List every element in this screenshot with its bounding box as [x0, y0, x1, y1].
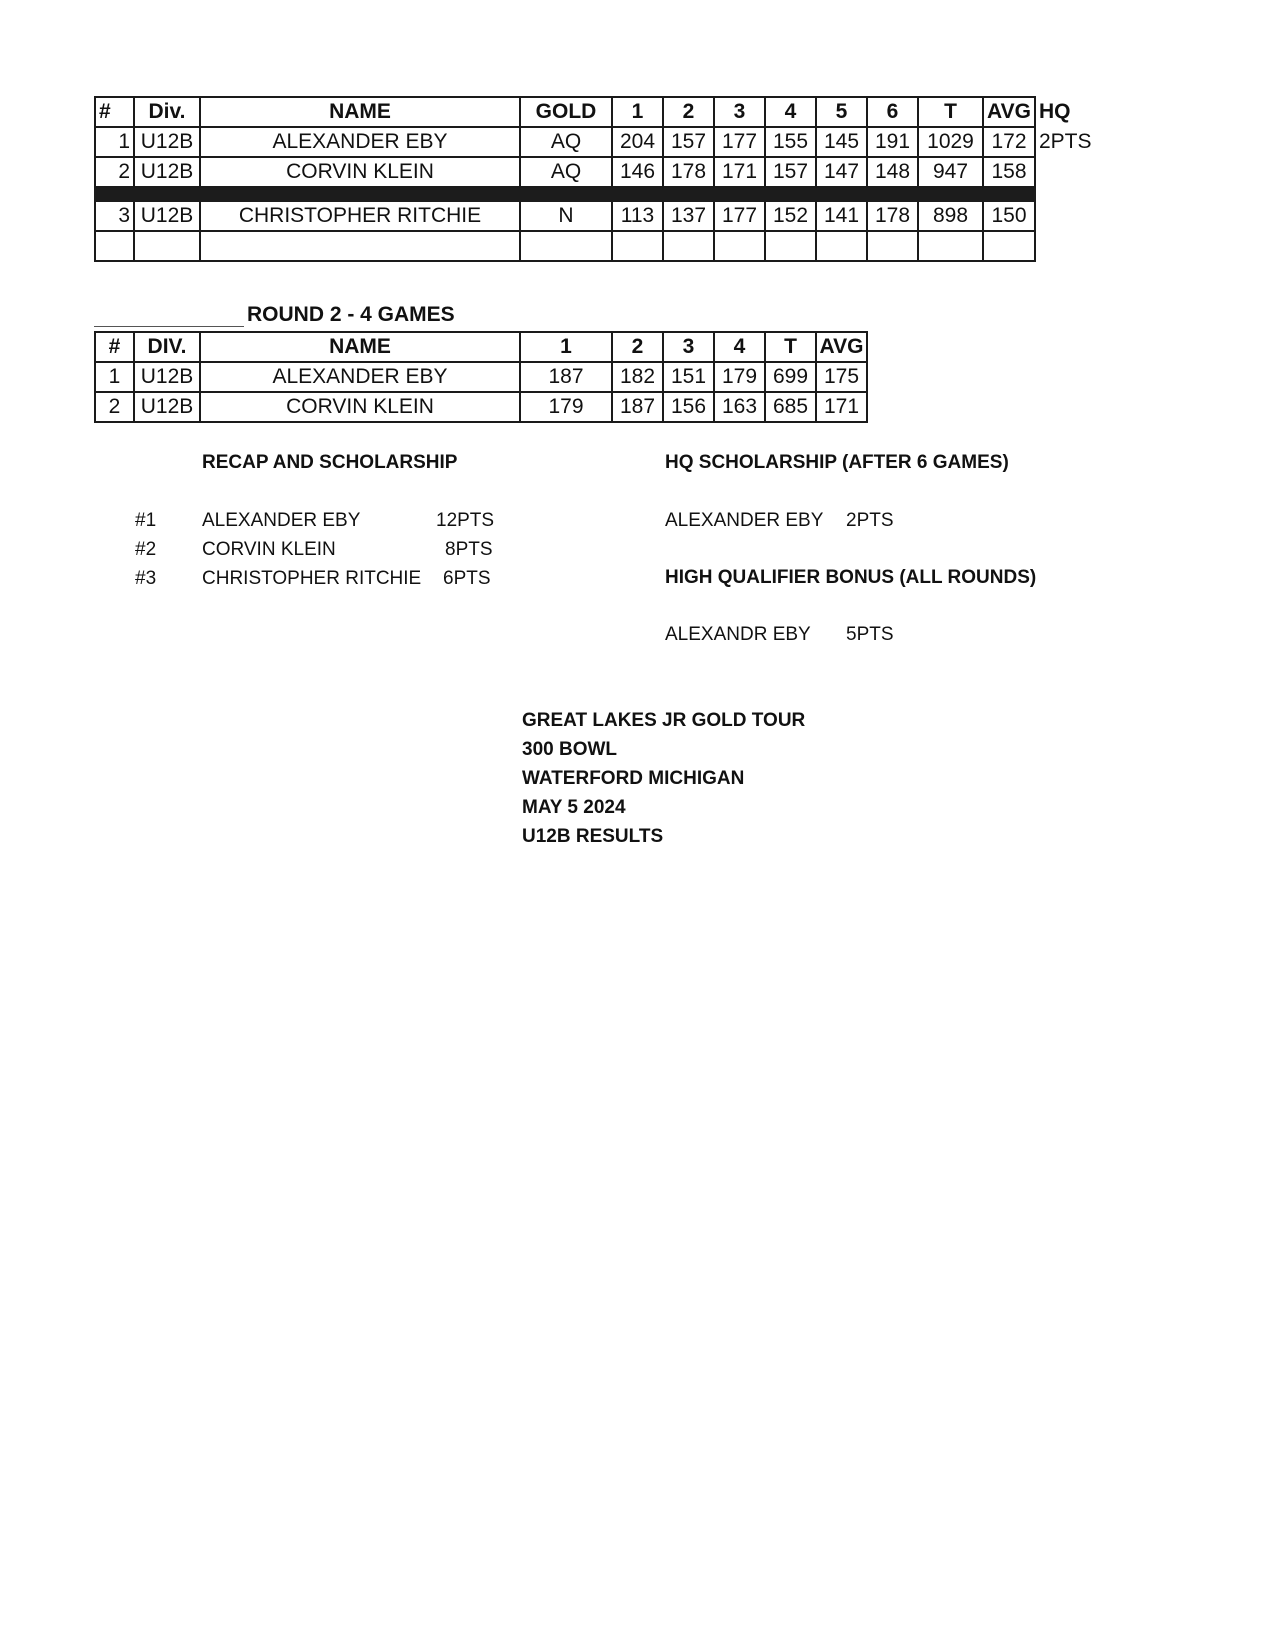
table-row — [95, 392, 867, 422]
hq-bonus-title: HIGH QUALIFIER BONUS (ALL ROUNDS) — [665, 567, 1037, 588]
rank-cell: 2 — [95, 157, 134, 187]
game-5-cell: 147 — [816, 157, 867, 187]
game-3-cell: 151 — [663, 362, 714, 392]
div-cell: U12B — [134, 392, 200, 422]
header-name: NAME — [200, 332, 520, 362]
hq-scholarship-title: HQ SCHOLARSHIP (AFTER 6 GAMES) — [665, 452, 1009, 473]
empty-cell — [918, 231, 983, 261]
game-1-cell: 113 — [612, 201, 663, 231]
rank-cell: 2 — [95, 392, 134, 422]
empty-cell — [612, 231, 663, 261]
header-rank: # — [95, 97, 134, 127]
game-3-cell: 171 — [714, 157, 765, 187]
game-4-cell: 163 — [714, 392, 765, 422]
div-cell: U12B — [134, 362, 200, 392]
header-game-3: 3 — [714, 97, 765, 127]
game-2-cell: 187 — [612, 392, 663, 422]
recap-name: CHRISTOPHER RITCHIE — [202, 568, 422, 589]
hq-bonus-name: ALEXANDR EBY — [665, 624, 811, 645]
header-avg: AVG — [816, 332, 867, 362]
table-row — [95, 362, 867, 392]
div-cell: U12B — [134, 127, 200, 157]
game-6-cell: 191 — [867, 127, 918, 157]
header-total: T — [765, 332, 816, 362]
total-cell: 699 — [765, 362, 816, 392]
round2-header-row — [95, 332, 867, 362]
total-cell: 898 — [918, 201, 983, 231]
results-label: U12B RESULTS — [522, 826, 664, 847]
header-name: NAME — [200, 97, 520, 127]
empty-cell — [765, 231, 816, 261]
avg-cell: 150 — [983, 201, 1035, 231]
total-cell: 1029 — [918, 127, 983, 157]
hq-scholarship-points: 2PTS — [846, 510, 894, 531]
empty-row — [95, 231, 1095, 261]
header-gold: GOLD — [520, 97, 612, 127]
div-cell: U12B — [134, 157, 200, 187]
header-game-2: 2 — [612, 332, 663, 362]
empty-cell — [663, 231, 714, 261]
empty-cell — [714, 231, 765, 261]
header-game-1: 1 — [520, 332, 612, 362]
empty-cell — [816, 231, 867, 261]
avg-cell: 175 — [816, 362, 867, 392]
game-2-cell: 178 — [663, 157, 714, 187]
game-5-cell: 145 — [816, 127, 867, 157]
header-game-1: 1 — [612, 97, 663, 127]
div-cell: U12B — [134, 201, 200, 231]
hq-cell: 2PTS — [1039, 130, 1092, 153]
event-date: MAY 5 2024 — [522, 797, 626, 818]
empty-cell — [983, 231, 1035, 261]
table-row — [95, 157, 1095, 187]
recap-points: 6PTS — [443, 568, 491, 589]
rank-cell: 1 — [95, 127, 134, 157]
game-4-cell: 179 — [714, 362, 765, 392]
game-1-cell: 146 — [612, 157, 663, 187]
qualifier-cutoff-divider — [95, 187, 1095, 201]
total-cell: 947 — [918, 157, 983, 187]
empty-cell — [520, 231, 612, 261]
header-avg: AVG — [983, 97, 1035, 127]
game-3-cell: 177 — [714, 127, 765, 157]
hq-empty-cell — [1035, 231, 1095, 261]
venue-name: 300 BOWL — [522, 739, 618, 760]
title-rule — [94, 326, 244, 327]
name-cell: CORVIN KLEIN — [200, 157, 520, 187]
game-2-cell: 182 — [612, 362, 663, 392]
hq-spacer — [1035, 187, 1095, 201]
name-cell: ALEXANDER EBY — [200, 127, 520, 157]
avg-cell: 172 — [983, 127, 1035, 157]
header-total: T — [918, 97, 983, 127]
game-1-cell: 179 — [520, 392, 612, 422]
game-5-cell: 141 — [816, 201, 867, 231]
recap-rank: #3 — [135, 568, 157, 589]
empty-cell — [134, 231, 200, 261]
header-hq: HQ — [1039, 100, 1071, 123]
recap-rank: #2 — [135, 539, 157, 560]
empty-cell — [95, 231, 134, 261]
header-game-4: 4 — [765, 97, 816, 127]
recap-name: CORVIN KLEIN — [202, 539, 336, 560]
table-row — [95, 127, 1095, 157]
gold-cell: AQ — [520, 157, 612, 187]
hq-scholarship-name: ALEXANDER EBY — [665, 510, 824, 531]
header-div: DIV. — [134, 332, 200, 362]
round1-table — [94, 96, 1096, 262]
table-row — [95, 201, 1095, 231]
game-2-cell: 157 — [663, 127, 714, 157]
header-rank: # — [95, 332, 134, 362]
header-game-4: 4 — [714, 332, 765, 362]
game-4-cell: 155 — [765, 127, 816, 157]
header-game-2: 2 — [663, 97, 714, 127]
hq-cell — [1035, 201, 1095, 231]
avg-cell: 158 — [983, 157, 1035, 187]
round2-title: ROUND 2 - 4 GAMES — [247, 303, 455, 326]
recap-points: 12PTS — [436, 510, 495, 531]
total-cell: 685 — [765, 392, 816, 422]
header-game-6: 6 — [867, 97, 918, 127]
game-1-cell: 204 — [612, 127, 663, 157]
recap-points: 8PTS — [445, 539, 493, 560]
hq-cell — [1035, 157, 1095, 187]
game-2-cell: 137 — [663, 201, 714, 231]
tour-name: GREAT LAKES JR GOLD TOUR — [522, 710, 806, 731]
cutoff-bar — [95, 187, 1035, 201]
game-4-cell: 152 — [765, 201, 816, 231]
hq-bonus-points: 5PTS — [846, 624, 894, 645]
recap-title: RECAP AND SCHOLARSHIP — [202, 452, 458, 473]
round1-header-row — [95, 97, 1095, 127]
header-game-3: 3 — [663, 332, 714, 362]
game-6-cell: 148 — [867, 157, 918, 187]
name-cell: CORVIN KLEIN — [200, 392, 520, 422]
game-4-cell: 157 — [765, 157, 816, 187]
avg-cell: 171 — [816, 392, 867, 422]
game-6-cell: 178 — [867, 201, 918, 231]
empty-cell — [867, 231, 918, 261]
gold-cell: N — [520, 201, 612, 231]
gold-cell: AQ — [520, 127, 612, 157]
name-cell: ALEXANDER EBY — [200, 362, 520, 392]
rank-cell: 3 — [95, 201, 134, 231]
event-info — [522, 706, 805, 851]
empty-cell — [200, 231, 520, 261]
header-div: Div. — [134, 97, 200, 127]
round2-table — [94, 331, 868, 423]
recap-rank: #1 — [135, 510, 157, 531]
game-3-cell: 156 — [663, 392, 714, 422]
name-cell: CHRISTOPHER RITCHIE — [200, 201, 520, 231]
header-game-5: 5 — [816, 97, 867, 127]
event-location: WATERFORD MICHIGAN — [522, 768, 745, 789]
rank-cell: 1 — [95, 362, 134, 392]
recap-name: ALEXANDER EBY — [202, 510, 361, 531]
game-3-cell: 177 — [714, 201, 765, 231]
game-1-cell: 187 — [520, 362, 612, 392]
